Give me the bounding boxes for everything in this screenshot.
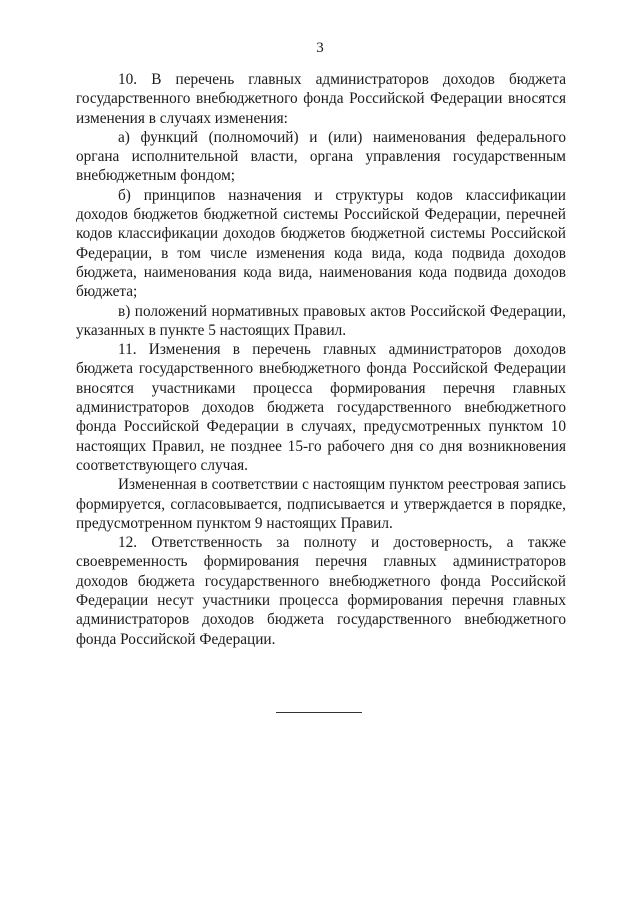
paragraph-10-item-b: б) принципов назначения и структуры кодов классификации доходов бюджетов бюджетной системы Российской Федерации, перечней кодов классификации доходов бюджетов бюджетной системы Российской Федерации, в том числе изменения кода вида, кода подвида доходов бюджета, наименования кода вида, наименования кода подвида доходов бюджета;	[76, 186, 566, 301]
document-body	[76, 70, 566, 649]
end-of-document-rule	[276, 712, 362, 713]
paragraph-10-item-c: в) положений нормативных правовых актов Российской Федерации, указанных в пункте 5 настоящих Правил.	[76, 302, 566, 339]
paragraph-12: 12. Ответственность за полноту и достоверность, а также своевременность формирования перечня главных администраторов доходов бюджета государственного внебюджетного фонда Российской Федерации несут участники процесса формирования перечня главных администраторов доходов бюджета государственного внебюджетного фонда Российской Федерации.	[76, 534, 566, 648]
paragraph-10-item-a: а) функций (полномочий) и (или) наименования федерального органа исполнительной власти, органа управления государственным внебюджетным фондом;	[76, 128, 566, 185]
paragraph-10-intro: 10. В перечень главных администраторов доходов бюджета государственного внебюджетного фонда Российской Федерации вносятся изменения в случаях изменения:	[76, 71, 566, 127]
paragraph-11-continuation: Измененная в соответствии с настоящим пунктом реестровая запись формируется, согласовывается, подписывается и утверждается в порядке, предусмотренном пунктом 9 настоящих Правил.	[76, 476, 566, 532]
page-number: 3	[316, 40, 324, 56]
paragraph-11: 11. Изменения в перечень главных администраторов доходов бюджета государственного внебюджетного фонда Российской Федерации вносятся участниками процесса формирования перечня главных администраторов доходов бюджета государственного внебюджетного фонда Российской Федерации в случаях, предусмотренных пунктом 10 настоящих Правил, не позднее 15-го рабочего дня со дня возникновения соответствующего случая.	[76, 341, 566, 474]
